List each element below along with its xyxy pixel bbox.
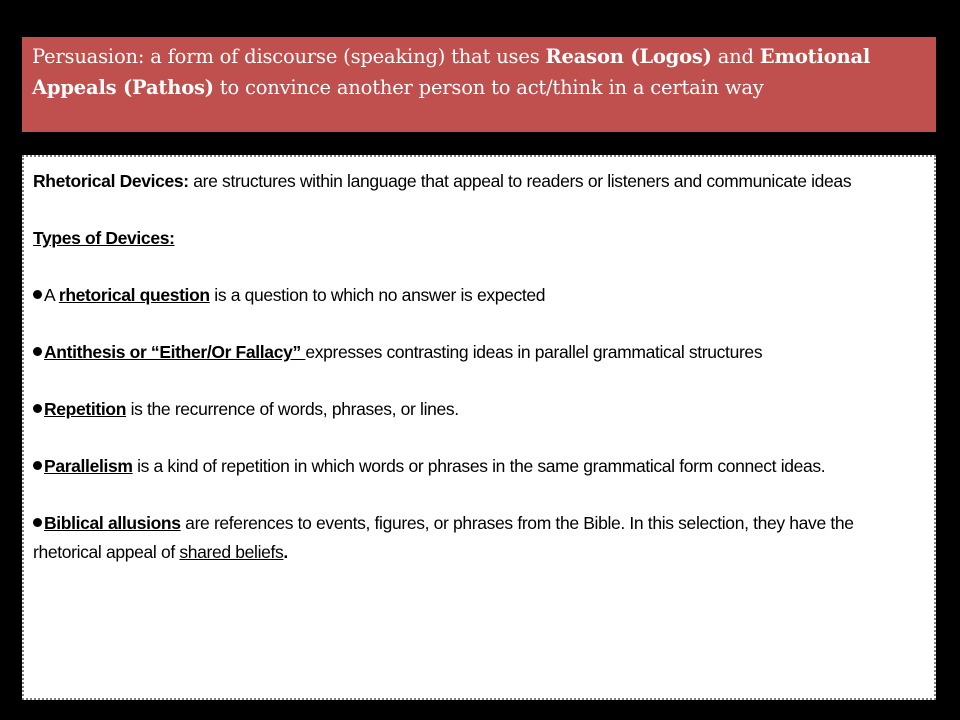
item-def: is a question to which no answer is expected [209, 285, 546, 305]
bullet-icon [33, 461, 42, 470]
persuasion-def-post: to convince another person to act/think in a certain way [213, 76, 764, 99]
item-end: . [283, 541, 288, 562]
item-pre: A [44, 285, 59, 305]
item-def: are references to events, figures, or phrases from the Bible. In this selection, they have the rhetorical appeal of [33, 513, 854, 562]
title-banner [22, 37, 936, 132]
item-term: rhetorical question [58, 285, 210, 305]
persuasion-term: Persuasion: [32, 45, 145, 68]
and-word: and [711, 45, 760, 68]
item-extra-underlined: shared beliefs [179, 541, 284, 562]
rhetorical-devices-def: are structures within language that appeal to readers or listeners and communicate ideas [188, 171, 852, 191]
item-term: Repetition [44, 399, 127, 419]
list-item [33, 452, 924, 481]
list-item [33, 395, 924, 424]
bullet-icon [33, 404, 42, 413]
item-def: expresses contrasting ideas in parallel grammatical structures [305, 342, 763, 362]
content-panel [22, 155, 936, 700]
list-item [33, 281, 924, 310]
types-heading-para [33, 224, 924, 253]
list-item [33, 338, 924, 367]
item-def: is a kind of repetition in which words or phrases in the same grammatical form connect ideas. [132, 456, 826, 476]
persuasion-definition [32, 41, 924, 103]
item-term: Parallelism [44, 456, 133, 476]
rhetorical-devices-definition [33, 167, 924, 196]
types-heading: Types of Devices: [33, 228, 175, 248]
item-term: Biblical allusions [44, 513, 181, 533]
reason-term: Reason (Logos) [545, 45, 712, 68]
emotional-term: Emotional Appeals (Pathos) [32, 45, 871, 99]
list-item [33, 509, 924, 566]
bullet-icon [33, 518, 42, 527]
rhetorical-devices-term: Rhetorical Devices: [33, 171, 189, 191]
bullet-icon [33, 290, 42, 299]
bullet-icon [33, 347, 42, 356]
item-term: Antithesis or “Either/Or Fallacy” [44, 342, 306, 362]
item-def: is the recurrence of words, phrases, or lines. [126, 399, 459, 419]
persuasion-def-pre: a form of discourse (speaking) that uses [144, 45, 546, 68]
